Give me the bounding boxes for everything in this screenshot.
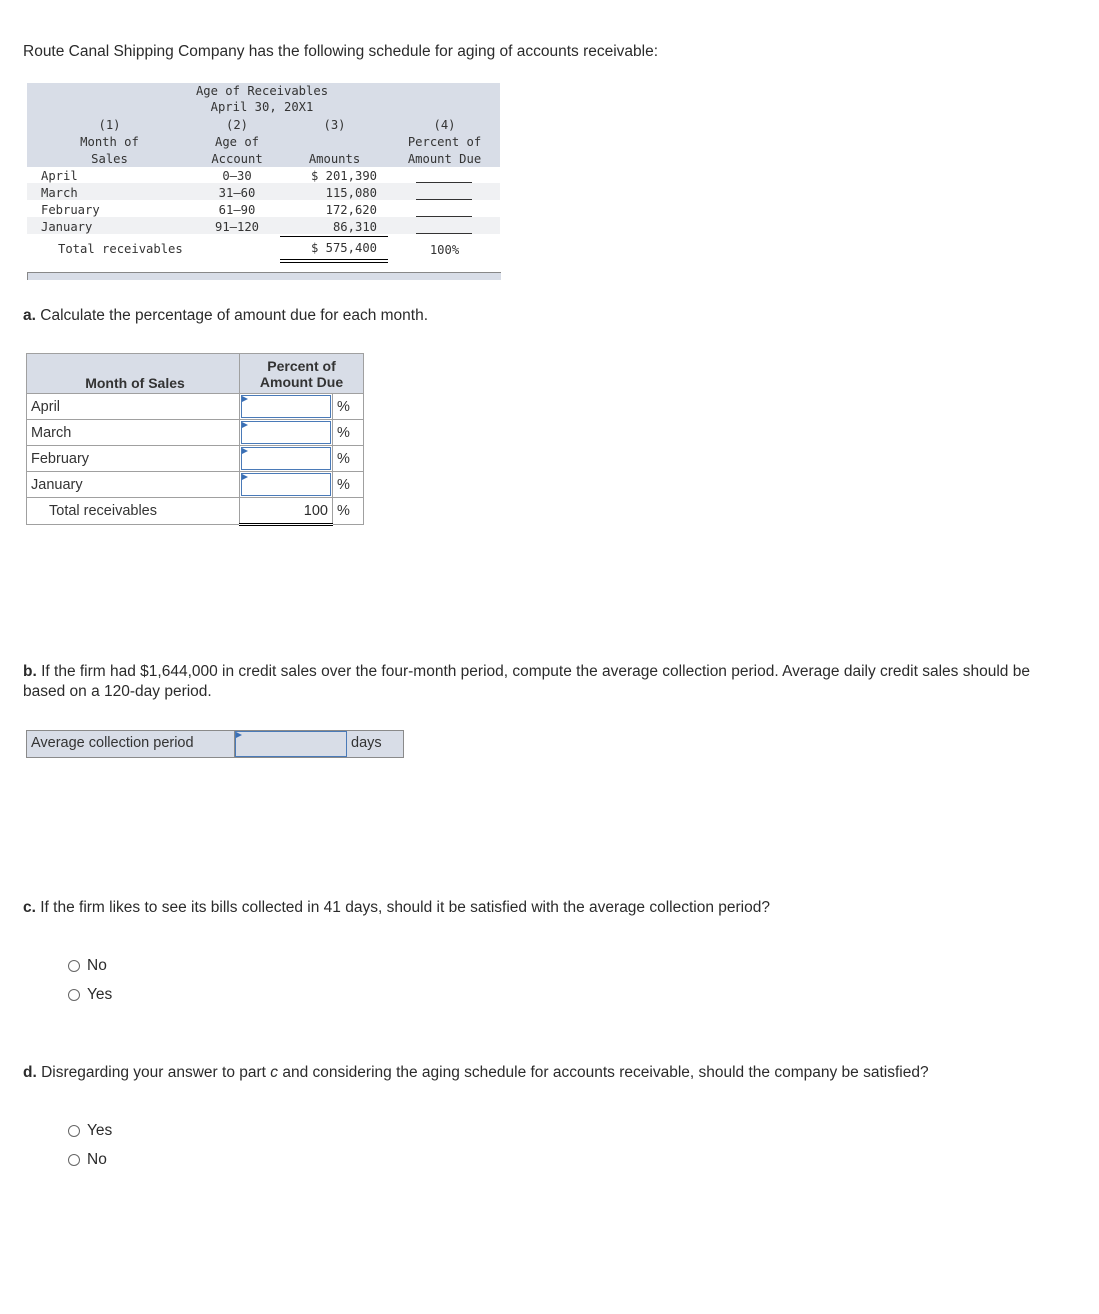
col2-line1: Age of [214, 135, 260, 149]
col2-num: (2) [225, 118, 248, 132]
sched-age: 31–60 [218, 186, 256, 200]
percent-table [26, 353, 364, 526]
table-row [27, 394, 364, 420]
sched-amount: 115,080 [325, 186, 377, 200]
question-text: If the firm had $1,644,000 in credit sales over the four-month period, compute the average collection period. Average daily credit sales should be based on a 120-day period. [23, 663, 1030, 700]
question-letter: b. [23, 663, 37, 680]
radio-d-yes[interactable] [68, 1120, 112, 1142]
month-label: January [27, 472, 240, 498]
aging-schedule [27, 83, 500, 279]
col3-num: (3) [323, 118, 346, 132]
sched-total-percent: 100% [429, 243, 460, 257]
month-label: March [27, 420, 240, 446]
schedule-title: Age of Receivables [195, 84, 329, 98]
radio-circle-icon[interactable] [68, 960, 80, 972]
percent-input-february[interactable] [241, 447, 331, 470]
sched-total-label: Total receivables [58, 242, 183, 256]
question-text-italic: c [270, 1064, 279, 1081]
radio-group-d [68, 1120, 112, 1171]
sched-amount: $ 201,390 [310, 169, 377, 183]
percent-input-january[interactable] [241, 473, 331, 496]
double-underline [280, 259, 388, 263]
col1-line1: Month of [80, 135, 139, 149]
radio-d-no[interactable] [68, 1149, 112, 1171]
radio-label: Yes [87, 986, 113, 1003]
percent-input-march[interactable] [241, 421, 331, 444]
question-text: Disregarding your answer to part [41, 1064, 271, 1081]
col2-line2: Account [211, 152, 263, 166]
sched-month: January [41, 220, 93, 234]
month-label: February [27, 446, 240, 472]
total-unit: % [333, 498, 364, 525]
month-label: April [27, 394, 240, 420]
question-letter: a. [23, 307, 36, 324]
question-letter: c. [23, 899, 36, 916]
collection-period-row [26, 730, 404, 758]
blank-line [416, 182, 472, 183]
radio-group-c [68, 955, 112, 1006]
percent-unit: % [333, 394, 364, 420]
question-text: Calculate the percentage of amount due for each month. [40, 307, 428, 324]
radio-circle-icon[interactable] [68, 1125, 80, 1137]
table-row [27, 446, 364, 472]
sched-month: April [41, 169, 78, 183]
radio-c-no[interactable] [68, 955, 112, 977]
intro-text: Route Canal Shipping Company has the following schedule for aging of accounts receivable: [23, 43, 659, 60]
schedule-footer-bar [27, 272, 501, 280]
table-row [27, 472, 364, 498]
sched-age: 91–120 [214, 220, 260, 234]
header-month: Month of Sales [27, 354, 240, 394]
question-c [23, 898, 770, 918]
days-unit: days [351, 735, 382, 751]
percent-input-april[interactable] [241, 395, 331, 418]
collection-period-input[interactable] [235, 731, 347, 757]
col3-line2: Amounts [308, 152, 361, 166]
percent-unit: % [333, 420, 364, 446]
sum-line [280, 236, 388, 237]
table-row-total [27, 498, 364, 525]
sched-age: 0–30 [222, 169, 252, 183]
radio-circle-icon[interactable] [68, 1154, 80, 1166]
col4-line2: Amount Due [407, 152, 482, 166]
question-text: and considering the aging schedule for accounts receivable, should the company be satisfied? [278, 1064, 929, 1081]
question-d [23, 1063, 929, 1083]
table-row [27, 420, 364, 446]
percent-unit: % [333, 446, 364, 472]
radio-c-yes[interactable] [68, 984, 112, 1006]
sched-month: March [41, 186, 78, 200]
radio-label: Yes [87, 1122, 113, 1139]
sched-month: February [41, 203, 100, 217]
col4-num: (4) [433, 118, 456, 132]
radio-label: No [87, 1151, 107, 1168]
col1-num: (1) [98, 118, 121, 132]
radio-label: No [87, 957, 107, 974]
sched-amount: 172,620 [325, 203, 377, 217]
schedule-date: April 30, 20X1 [210, 100, 314, 114]
sched-age: 61–90 [218, 203, 256, 217]
question-b [23, 662, 1073, 702]
blank-line [416, 199, 472, 200]
percent-unit: % [333, 472, 364, 498]
total-label: Total receivables [27, 498, 240, 525]
sched-total-amount: $ 575,400 [310, 241, 377, 255]
col1-line2: Sales [91, 152, 128, 166]
header-percent: Percent of Amount Due [240, 354, 364, 394]
sched-amount: 86,310 [332, 220, 377, 234]
blank-line [416, 216, 472, 217]
total-value: 100 [240, 498, 333, 525]
col4-line1: Percent of [407, 135, 482, 149]
collection-period-label: Average collection period [27, 731, 235, 757]
radio-circle-icon[interactable] [68, 989, 80, 1001]
blank-line [416, 233, 472, 234]
question-text: If the firm likes to see its bills collected in 41 days, should it be satisfied with the average collection period? [40, 899, 770, 916]
question-letter: d. [23, 1064, 37, 1081]
question-a [23, 306, 428, 326]
